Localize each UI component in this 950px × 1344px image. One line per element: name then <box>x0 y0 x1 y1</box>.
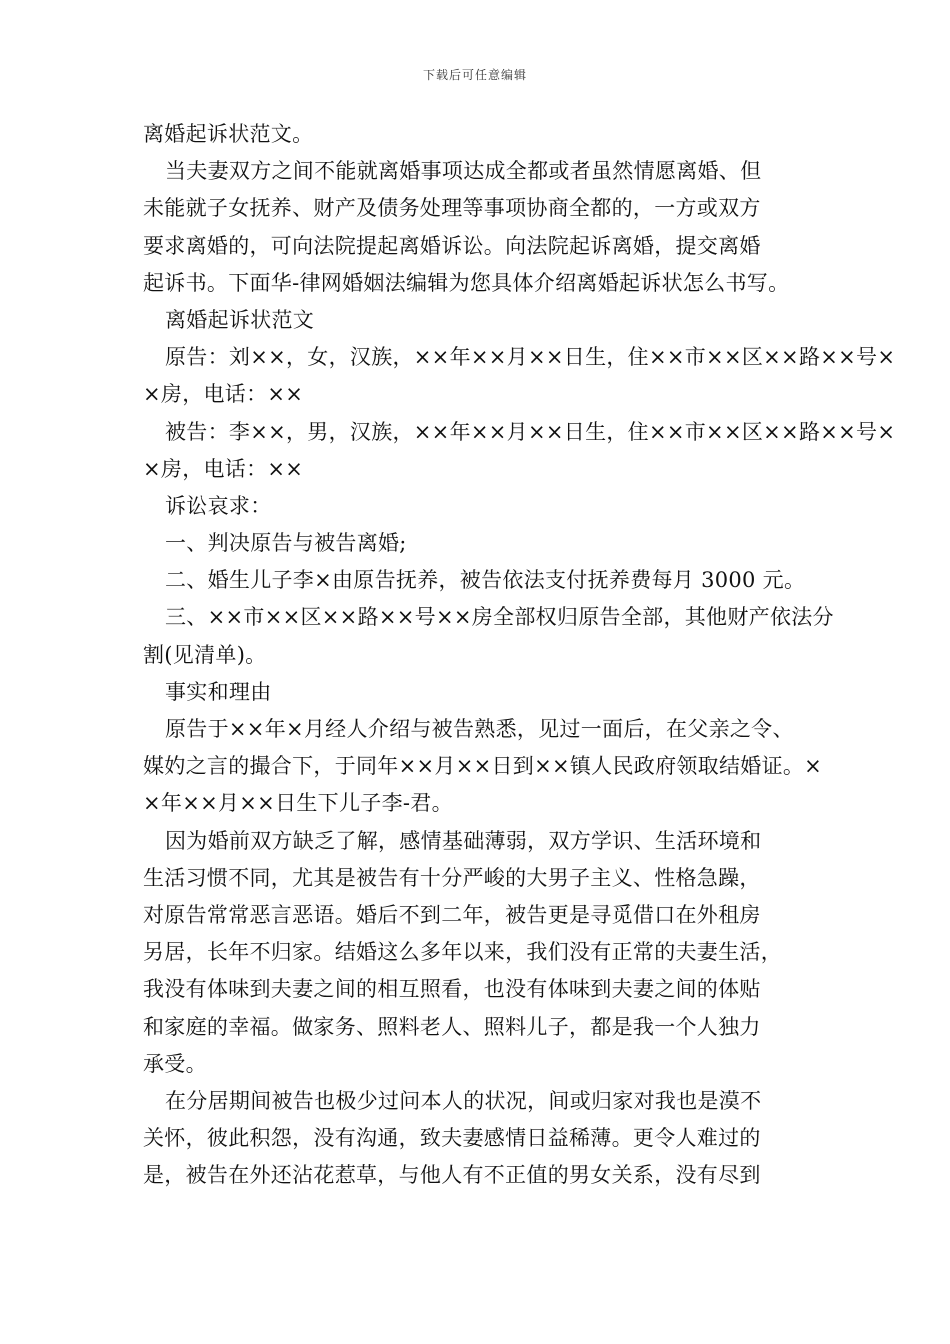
text-line: 原告：刘××，女，汉族，××年××月××日生，住××市××区××路××号× <box>165 345 896 370</box>
text-line: 对原告常常恶言恶语。婚后不到二年，被告更是寻觅借口在外租房 <box>143 902 761 927</box>
text-line: 未能就子女抚养、财产及债务处理等事项协商全都的，一方或双方 <box>143 196 761 221</box>
text-line: ×年××月××日生下儿子李-君。 <box>143 791 453 816</box>
page-header: 下载后可任意编辑 <box>422 68 527 82</box>
text-line: 一、判决原告与被告离婚; <box>165 531 407 556</box>
text-line: 原告于××年×月经人介绍与被告熟悉，见过一面后，在父亲之令、 <box>165 717 794 741</box>
text-line: 另居，长年不归家。结婚这么多年以来，我们没有正常的夫妻生活， <box>143 940 782 965</box>
text-line: 和家庭的幸福。做家务、照料老人、照料儿子，都是我一个人独力 <box>143 1014 761 1039</box>
text-line: 割(见清单)。 <box>143 642 267 667</box>
text-line: ×房，电话：×× <box>143 456 304 481</box>
text-line: 媒妁之言的撮合下，于同年××月××日到××镇人民政府领取结婚证。× <box>143 754 823 779</box>
text-line: 事实和理由 <box>165 679 272 704</box>
text-line: 关怀，彼此积怨，没有沟通，致夫妻感情日益稀薄。更令人难过的 <box>143 1126 761 1151</box>
text-line: 离婚起诉状范文。 <box>143 122 314 146</box>
text-line: 在分居期间被告也极少过问本人的状况，间或归家对我也是漠不 <box>165 1088 762 1113</box>
text-line: 因为婚前双方缺乏了解，感情基础薄弱，双方学识、生活环境和 <box>165 828 762 853</box>
document-body <box>143 116 896 1194</box>
text-line: 诉讼哀求： <box>165 493 272 518</box>
text-line: 二、婚生儿子李×由原告抚养，被告依法支付抚养费每月 3000 元。 <box>165 568 806 593</box>
text-line: ×房，电话：×× <box>143 382 304 407</box>
text-line: 离婚起诉状范文 <box>165 307 315 332</box>
text-line: 当夫妻双方之间不能就离婚事项达成全都或者虽然情愿离婚、但 <box>165 159 762 184</box>
text-line: 要求离婚的，可向法院提起离婚诉讼。向法院起诉离婚，提交离婚 <box>143 233 761 258</box>
text-line: 承受。 <box>143 1051 207 1076</box>
text-line: 起诉书。下面华-律网婚姻法编辑为您具体介绍离婚起诉状怎么书写。 <box>143 270 790 295</box>
text-line: 三、××市××区××路××号××房全部权归原告全部，其他财产依法分 <box>165 605 834 630</box>
text-line: 我没有体味到夫妻之间的相互照看，也没有体味到夫妻之间的体贴 <box>143 977 761 1002</box>
text-line: 是，被告在外还沾花惹草，与他人有不正值的男女关系，没有尽到 <box>143 1163 761 1188</box>
text-line: 被告：李××，男，汉族，××年××月××日生，住××市××区××路××号× <box>165 419 896 444</box>
text-line: 生活习惯不同，尤其是被告有十分严峻的大男子主义、性格急躁， <box>143 865 761 890</box>
